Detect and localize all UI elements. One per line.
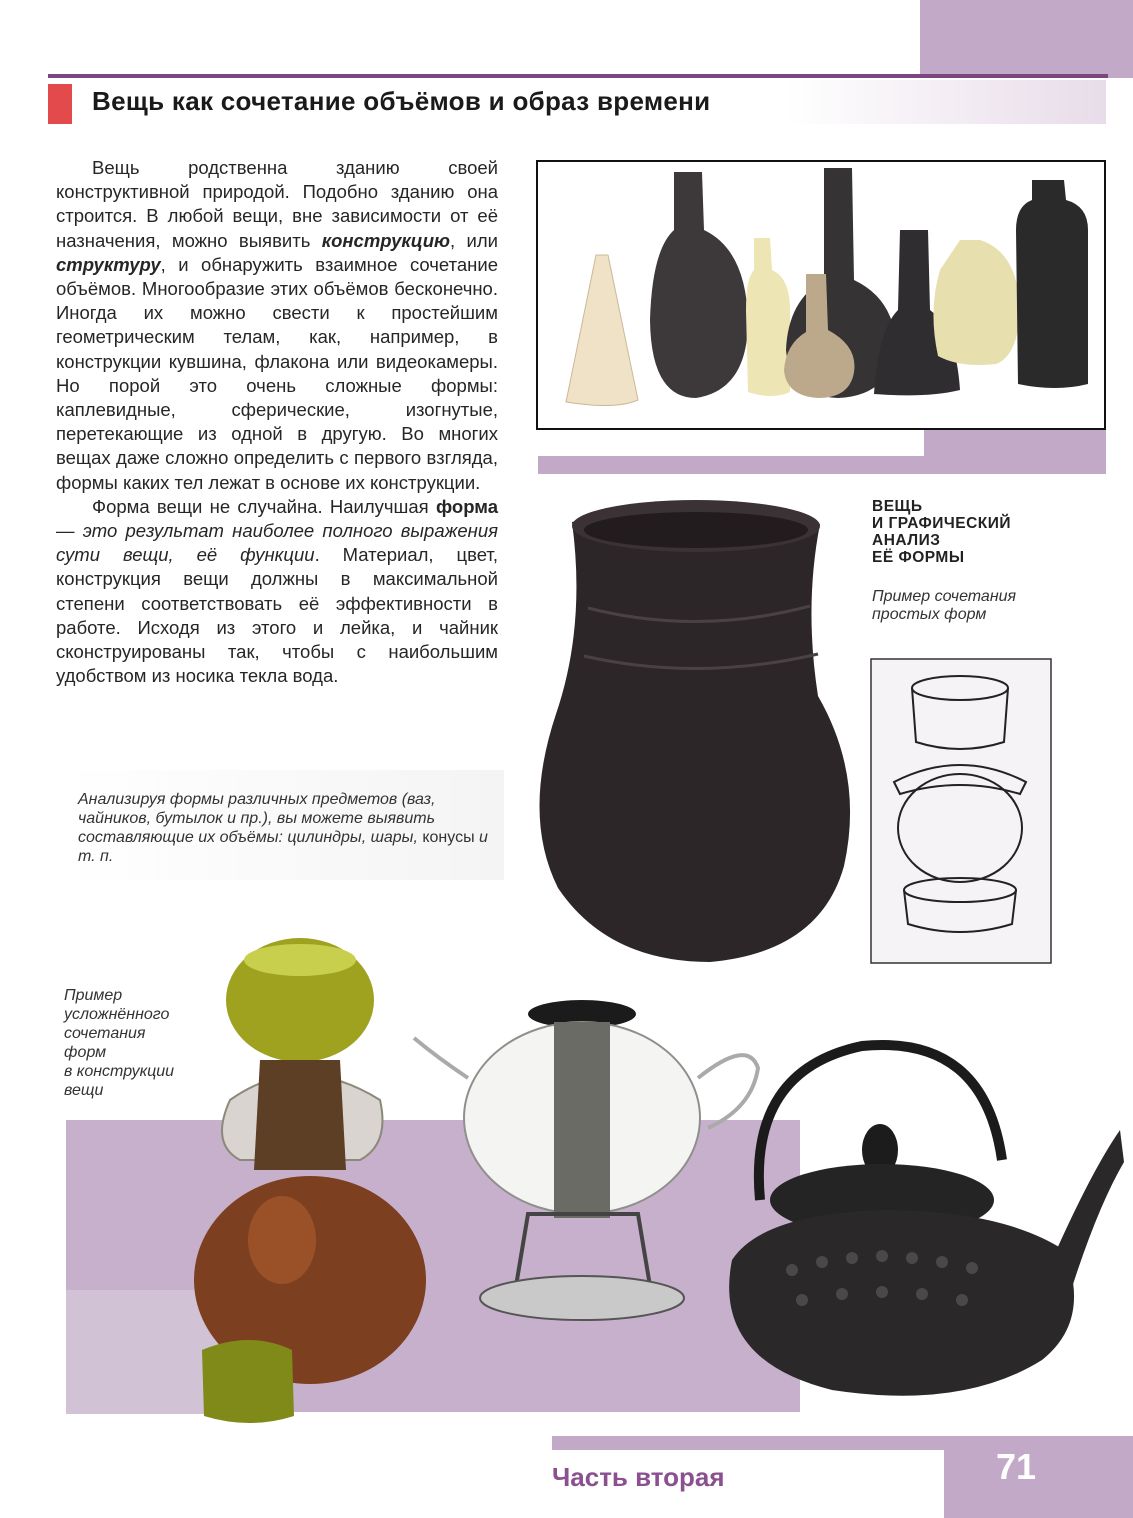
complex-forms-line: Пример (64, 987, 123, 1004)
paragraph-2 (56, 495, 498, 689)
graphic-title-line: И ГРАФИЧЕСКИЙ (872, 515, 1012, 532)
simple-forms-caption (872, 588, 1072, 624)
footer-strip (552, 1436, 944, 1450)
hint-part-1: Анализируя формы различных предметов (ваз, чайников, бутылок и пр.), вы можете выявить составляющие их объёмы: цилиндры, шары, (78, 791, 436, 846)
form-sketch (870, 658, 1052, 964)
simple-forms-line: простых форм (872, 606, 987, 623)
simple-forms-line: Пример сочетания (872, 588, 1017, 605)
deco-block-top-right (920, 0, 1133, 78)
text-run: конструкцию (321, 229, 451, 251)
hint-upright: конусы (422, 829, 475, 846)
graphic-analysis-title (872, 498, 1052, 566)
text-run: Вещь родственна зданию своей конструктивной природой. Подобно зданию она строится. В любой вещи, вне зависимости от её назначения, можно выявить (56, 157, 498, 251)
page-number-box (944, 1436, 1133, 1518)
section-name: Часть вторая (552, 1462, 725, 1492)
complex-forms-line: сочетания (64, 1025, 146, 1042)
text-run: Форма вещи не случайна. Наилучшая (92, 495, 436, 517)
hint-part-2: и т. п. (78, 829, 488, 865)
text-run: — (56, 520, 83, 542)
complex-forms-line: усложнённого (64, 1006, 170, 1023)
page-title: Вещь как сочетание объёмов и образ времени (92, 86, 711, 116)
text-run: , и обнаружить взаимное сочетание объёмов. Многообразие этих объёмов бесконечно. Иногда их можно свести к простейшим геометрическим телам, как, например, в конструкции кувшина, флакона или видеокамеры. Но порой это очень сложные формы: каплевидные, сферические, изогнутые, перетекающие из одной в другую. Во многих вещах даже сложно определить с первого взгляда, формы каких тел лежат в основе их конструкции. (56, 253, 498, 493)
hint-text (78, 790, 498, 866)
text-run: это результат наиболее полного выражения сути вещи, её функции (56, 520, 498, 566)
text-run: форма (435, 495, 498, 517)
text-run: структуру (56, 253, 161, 275)
graphic-title-line: ЕЁ ФОРМЫ (872, 549, 965, 566)
cast-iron-teapot-photo (712, 1030, 1132, 1410)
graphic-title-line: АНАЛИЗ (872, 532, 941, 549)
page-number: 71 (996, 1446, 1037, 1487)
graphic-title-line: ВЕЩЬ (872, 498, 923, 515)
vases-photo (536, 160, 1106, 430)
title-marker (48, 84, 72, 124)
text-run: . Материал, цвет, конструкция вещи должны в максимальной степени соответствовать её эффективности в работе. Исходя из этого и лейка, и чайник сконструированы так, чтобы с наибольшим удобством из носика текла вода. (56, 544, 498, 687)
clay-pot-photo (528, 496, 858, 966)
text-run: , или (450, 229, 498, 251)
complex-forms-line: форм (64, 1044, 107, 1061)
deco-strip-vases (538, 456, 1106, 474)
paragraph-1 (56, 156, 498, 495)
body-text (56, 156, 498, 688)
title-rule (48, 74, 1108, 78)
complex-forms-line: вещи (64, 1082, 104, 1099)
complex-forms-line: в конструкции (64, 1063, 175, 1080)
